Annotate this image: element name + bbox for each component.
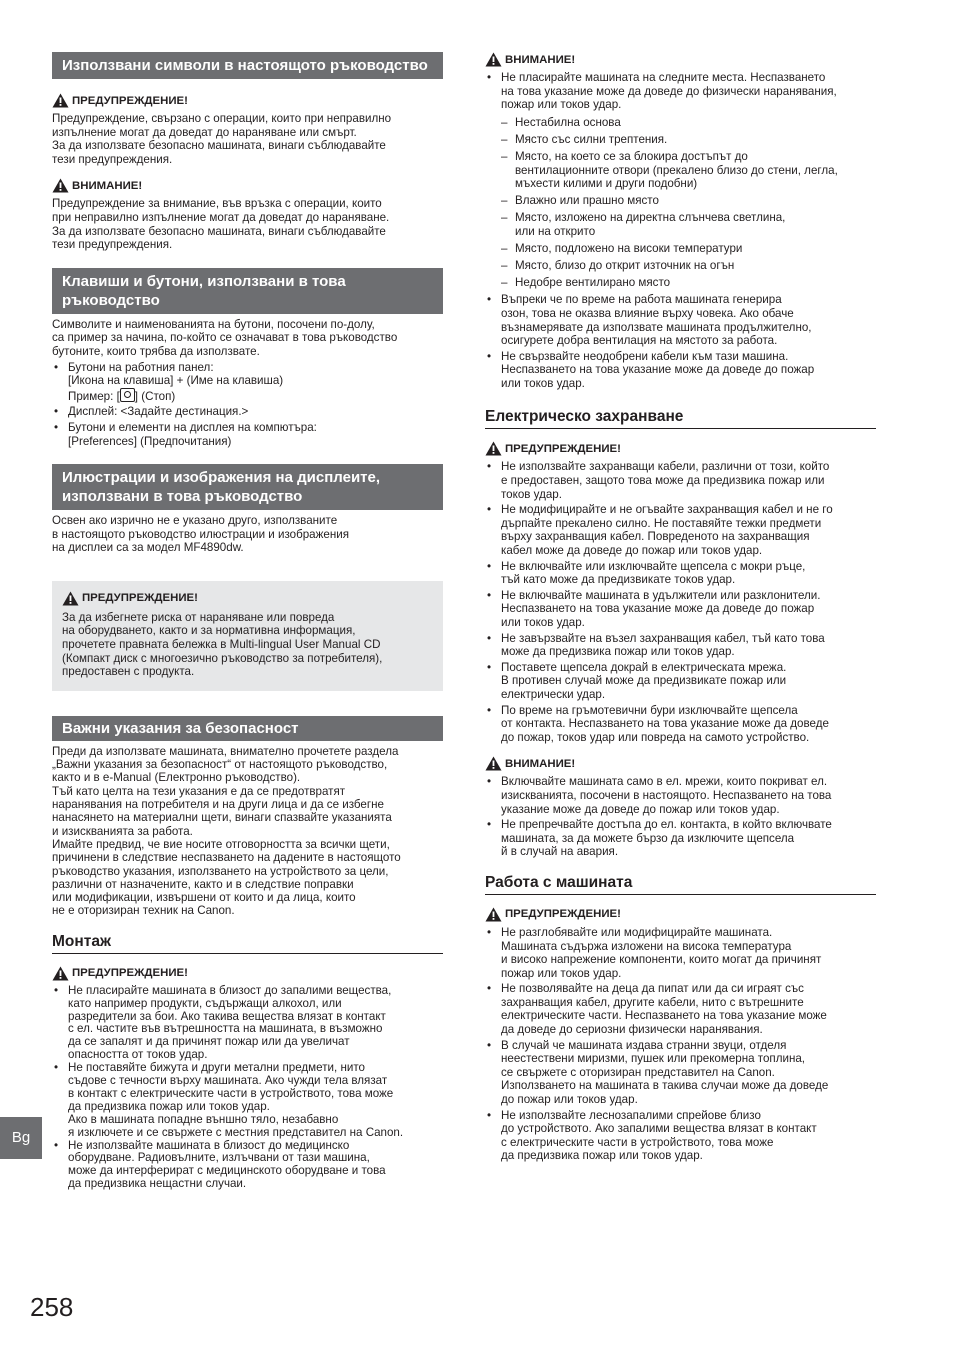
placement-caution-list (485, 71, 876, 112)
operation-warning-list (485, 926, 876, 1163)
warning-label-text: ПРЕДУПРЕЖДЕНИЕ! (505, 442, 621, 455)
list-item: • По време на гръмотевични бури изключвайте щепсела от контакта. Неспазването на това указание може да доведе до пожар, токов удар или повреда на самото устройство. (485, 704, 876, 745)
list-item: • Не пласирайте машината на следните места. Неспазването на това указание може да доведе до физически наранявания, пожар или токов удар. (485, 71, 876, 112)
list-item: • Не позволявайте на деца да пипат или да си играят със захранващия кабел, другите кабели, нито с вътрешните електрическите части. Неспазването на това указание може да доведе до сериозни физически наранявания. (485, 982, 876, 1036)
safety-text: Преди да използвате машината, внимателно прочетете раздела „Важни указания за безопасност“ от настоящото ръководство, както и в e-Manual (Електронно ръководство). Тъй като целта на тези указания е да се предотвратят наранявания на потребителя и на други лица и да се избегне нанасянето на материални щети, винаги спазвайте указанията и изискванията за работа. Имайте предвид, че вие носите отговорността за всички щети, причинени в следствие неспазването на дадените в настоящото ръководство указания, използването на устройството за цели, различни от назначените, както и в следствие поправки или модификации, извършени от които и да лица, които не е оторизиран техник на Canon. (52, 744, 401, 918)
left-column (52, 52, 443, 1191)
list-item: • Не включвайте машината в удължители или разклонители. Неспазването на това указание може да доведе до пожар или токов удар. (485, 589, 876, 630)
list-item: • Поставете щепсела докрай в електрическата мрежа. В противен случай може да предизвикате пожар или електрически удар. (485, 661, 876, 702)
section-title-illustrations: Илюстрации и изображения на дисплеите, използвани в това ръководство (52, 464, 443, 510)
warning-triangle-icon (62, 591, 79, 606)
list-item: – Влажно или прашно място (485, 194, 876, 208)
caution-label (485, 52, 876, 67)
section-title-installation: Монтаж (52, 932, 443, 954)
list-item: • В случай че машината издава странни звуци, отделя неестествени миризми, пушек или прекомерна топлина, се свържете с оторизиран представител на Canon. Използването на машината в такива случаи може да доведе до пожар или токов удар. (485, 1039, 876, 1107)
warning-triangle-icon (485, 441, 502, 456)
list-item: • Не свързвайте неодобрени кабели към тази машина. Неспазването на това указание може да доведе до пожар или токов удар. (485, 350, 876, 391)
list-item: • Дисплей: <Задайте дестинация.> (52, 405, 443, 419)
power-caution-list (485, 775, 876, 859)
list-item: • Не използвайте захранващи кабели, различни от този, който е предоставен, защото това може да предизвика пожар или токов удар. (485, 460, 876, 501)
list-item: • Включвайте машината само в ел. мрежи, които покриват ел. изискванията, посочени в настоящото. Неспазването на това указание може да доведе до пожар или токов удар. (485, 775, 876, 816)
power-warning-list (485, 460, 876, 744)
caution-triangle-icon (485, 756, 502, 771)
caution-triangle-icon (485, 52, 502, 67)
warning-label-text: ПРЕДУПРЕЖДЕНИЕ! (72, 94, 188, 107)
list-item: – Място, изложено на директна слънчева светлина, или на открито (485, 211, 876, 238)
warning-description: Предупреждение, свързано с операции, които при неправилно изпълнение могат да доведат до нараняване или смърт. За да използвате безопасно машината, винаги съблюдавайте тези предупреждения. (52, 112, 392, 166)
general-caution-list (485, 293, 876, 390)
warning-triangle-icon (485, 907, 502, 922)
warning-label (52, 966, 443, 981)
page-number: 258 (30, 1292, 74, 1322)
section-title-operation: Работа с машината (485, 873, 876, 895)
list-item: • Не завързвайте на възел захранващия кабел, тъй като това може да предизвика пожар или токов удар. (485, 632, 876, 659)
list-item: • Бутони и елементи на дисплея на компютъра: [Preferences] (Предпочитания) (52, 421, 443, 448)
legal-note-box (52, 581, 443, 691)
list-item: – Място, на което се за блокира достъпът до вентилационните отвори (прекалено близо до стени, легла, мъхести килими и други подобни) (485, 150, 876, 191)
warning-triangle-icon (52, 966, 69, 981)
warning-label-text: ПРЕДУПРЕЖДЕНИЕ! (82, 592, 198, 605)
caution-label-text: ВНИМАНИЕ! (505, 53, 576, 66)
list-item: – Нестабилна основа (485, 116, 876, 130)
caution-label (485, 756, 876, 771)
caution-description: Предупреждение за внимание, във връзка с операции, които при неправилно изпълнение могат да доведат до нараняване. За да използвате безопасно машината, винаги съблюдавайте тези предупреждения. (52, 197, 390, 252)
illustrations-text: Освен ако изрично не е указано друго, използваните в настоящото ръководство илюстрации и изображения на дисплеи са за модел MF4890dw. (52, 514, 349, 555)
list-item: • Не препречвайте достъпа до ел. контакта, в който включвате машината, за да можете бързо да изключите щепсела й в случай на авария. (485, 818, 876, 859)
list-item: • Бутони на работния панел: [Икона на клавиша] + (Име на клавиша) Пример: [ ] (Стоп) (52, 361, 443, 404)
stop-key-icon (120, 388, 135, 402)
list-item: – Недобре вентилирано място (485, 276, 876, 290)
warning-label (485, 907, 876, 922)
list-item: – Място, близо до открит източник на огън (485, 259, 876, 273)
keys-intro: Символите и наименованията на бутони, посочени по-долу, са пример за начина, по-който се означават в това ръководство бутоните, които трябва да използвате. (52, 317, 398, 358)
warning-label-text: ПРЕДУПРЕЖДЕНИЕ! (505, 908, 621, 921)
warning-label-text: ПРЕДУПРЕЖДЕНИЕ! (72, 967, 188, 980)
caution-label-text: ВНИМАНИЕ! (72, 179, 143, 192)
list-item: • Не модифицирайте и не огъвайте захранващия кабел и не го дърпайте прекалено силно. Не поставяйте тежки предмети върху захранващия кабел. Повреденото на захранващия кабел може да доведе до пожар или токов удар. (485, 503, 876, 557)
section-title-symbols: Използвани символи в настоящото ръководство (52, 52, 443, 79)
warning-triangle-icon (52, 93, 69, 108)
list-item: • Не използвайте машината в близост до медицинско оборудване. Радиовълните, излъчвани от тази машина, може да интерферират с медицинското оборудване и това да предизвика нещастни случаи. (52, 1140, 443, 1192)
legal-note-text: За да избегнете риска от нараняване или повреда на оборудването, както и за нормативна информация, прочетете правната бележка в Multi-lingual User Manual CD (Компакт диск с многоезично ръководство за потребителя), предоставен с продукта. (62, 610, 383, 679)
list-item: • Не използвайте леснозапалими спрейове близо до устройството. Ако запалими вещества влязат в контакт с електрическите части в устройството, това може да предизвика пожар или токов удар. (485, 1109, 876, 1163)
section-title-safety: Важни указания за безопасност (52, 716, 443, 741)
warning-label (62, 591, 433, 606)
list-item: • Не разглобявайте или модифицирайте машината. Машината съдържа изложени на висока температура и високо напрежение компоненти, които могат да причинят пожар или токов удар. (485, 926, 876, 980)
section-title-power: Електрическо захранване (485, 407, 876, 429)
warning-label (52, 93, 443, 108)
list-item: – Място със силни трептения. (485, 133, 876, 147)
list-item: • Не пласирайте машината в близост до запалими вещества, като например продукти, съдържащи алкохол, или разредители за бои. Ако такива вещества влязат в контакт с ел. частите във вътрешността на машината, в възможно да се запалят и да причинят пожар или да увеличат опасността от токов удар. (52, 985, 443, 1062)
caution-label-text: ВНИМАНИЕ! (505, 757, 576, 770)
section-title-keys: Клавиши и бутони, използвани в това ръководство (52, 268, 443, 314)
unsuitable-places-list (485, 116, 876, 290)
installation-list (52, 985, 443, 1192)
warning-label (485, 441, 876, 456)
caution-triangle-icon (52, 178, 69, 193)
list-item: • Не включвайте или изключвайте щепсела с мокри ръце, тъй като може да предизвикате токов удар. (485, 560, 876, 587)
list-item: – Място, подложено на високи температури (485, 242, 876, 256)
right-column (485, 52, 876, 1163)
list-item: • Не поставяйте бижута и други метални предмети, нито съдове с течности върху машината. Ако чужди тела влязат в контакт с електрическите части в устройството, това може да предизвика пожар или токов удар. Ако в машината попадне външно тяло, незабавно я изключете и се свържете с местния представител на Canon. (52, 1062, 443, 1139)
language-tab: Bg (0, 1117, 42, 1159)
keys-list (52, 361, 443, 449)
caution-label (52, 178, 443, 193)
list-item: • Въпреки че по време на работа машината генерира озон, това не оказва влияние върху човека. Ако обаче възнамерявате да използвате машината продължително, осигурете добра вентилация на мястото за работа. (485, 293, 876, 347)
